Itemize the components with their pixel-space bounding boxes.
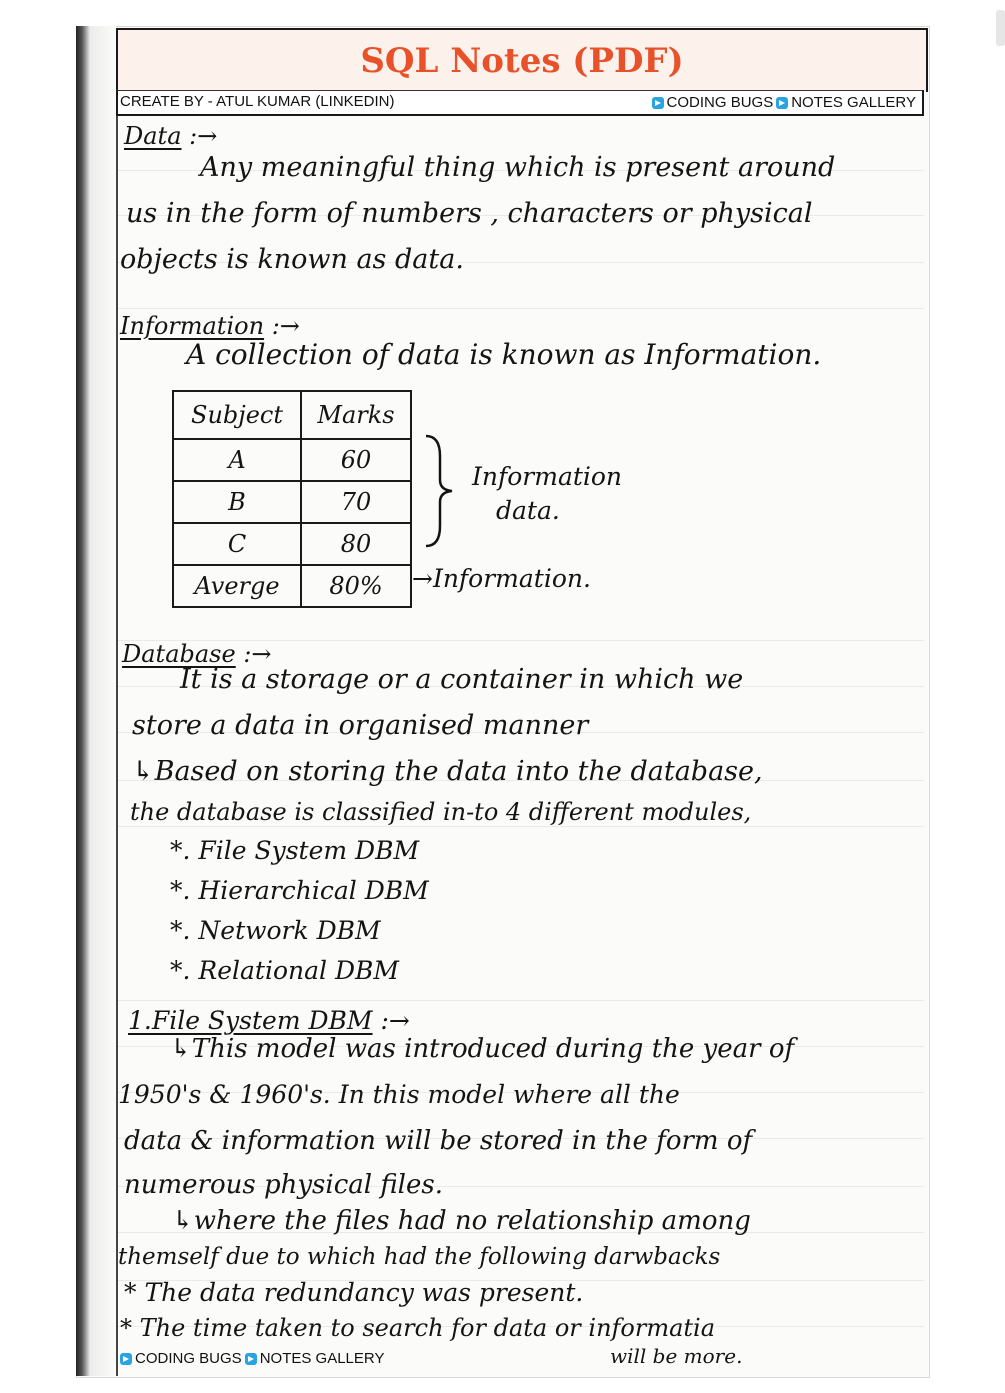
data-line-1: Any meaningful thing which is present around [200,152,836,183]
table-header-row [173,391,411,439]
file-system-line-6: themself due to which had the following darwbacks [118,1244,721,1270]
table-cell: 80 [301,523,411,565]
footer-notes-gallery: NOTES GALLERY [259,1350,385,1367]
footer-credit [120,1350,384,1367]
database-line-2: store a data in organised manner [132,710,589,741]
file-system-line-3: data & information will be stored in the form of [124,1126,753,1156]
average-arrow-label: →Information. [412,564,591,593]
table-row [173,523,411,565]
marks-table [172,390,412,608]
module-list-item: *. File System DBM [170,836,420,865]
title-banner [116,28,928,92]
table-cell: B [173,481,301,523]
table-cell: 70 [301,481,411,523]
module-list-item: *. Relational DBM [170,956,399,985]
file-system-line-5: ↳where the files had no relationship among [172,1206,751,1236]
credit-bar [116,90,924,116]
telegram-icon [776,97,788,109]
database-line-1: It is a storage or a container in which we [180,664,744,695]
table-row [173,439,411,481]
telegram-icon [120,1353,132,1365]
information-definition: A collection of data is known as Information. [186,338,822,371]
coding-bugs-label: CODING BUGS [666,94,774,111]
page-margin-line [116,116,118,1376]
data-line-3: objects is known as data. [120,244,464,275]
file-system-line-8: * The time taken to search for data or informatia [120,1314,716,1342]
file-system-line-2: 1950's & 1960's. In this model where all the [118,1080,680,1109]
curly-brace [420,432,460,550]
data-heading: Data :→ [124,122,218,150]
table-cell: C [173,523,301,565]
database-line-4: the database is classified in-to 4 different modules, [130,798,752,826]
ruled-line [118,308,924,309]
file-system-line-9: will be more. [610,1344,743,1368]
notebook-binding [76,26,116,1376]
file-system-heading: 1.File System DBM :→ [128,1006,410,1035]
author-credit: CREATE BY - ATUL KUMAR (LINKEDIN) [120,93,395,110]
notes-gallery-label: NOTES GALLERY [791,94,916,111]
table-row [173,565,411,607]
scrollbar-thumb[interactable] [996,10,1005,46]
database-line-3: ↳Based on storing the data into the database, [132,756,763,787]
ruled-line [118,826,924,827]
information-heading: Information :→ [120,312,300,340]
table-cell: Averge [173,565,301,607]
channel-credits [652,94,916,111]
brace-label-information: Information [472,462,623,491]
table-cell: A [173,439,301,481]
table-cell: 60 [301,439,411,481]
module-list-item: *. Network DBM [170,916,381,945]
page-title: SQL Notes (PDF) [360,41,684,81]
telegram-icon [652,97,664,109]
file-system-line-1: ↳This model was introduced during the year of [170,1034,795,1064]
data-line-2: us in the form of numbers , characters or physical [126,198,813,229]
file-system-line-7: * The data redundancy was present. [124,1278,584,1307]
table-row [173,481,411,523]
ruled-line [118,1000,924,1001]
file-system-line-4: numerous physical files. [124,1170,443,1200]
table-header-marks: Marks [301,391,411,439]
table-cell: 80% [301,565,411,607]
module-list-item: *. Hierarchical DBM [170,876,429,905]
telegram-icon [245,1353,257,1365]
brace-label-data: data. [496,496,560,525]
database-heading: Database :→ [122,640,272,668]
table-header-subject: Subject [173,391,301,439]
footer-coding-bugs: CODING BUGS [135,1350,242,1367]
